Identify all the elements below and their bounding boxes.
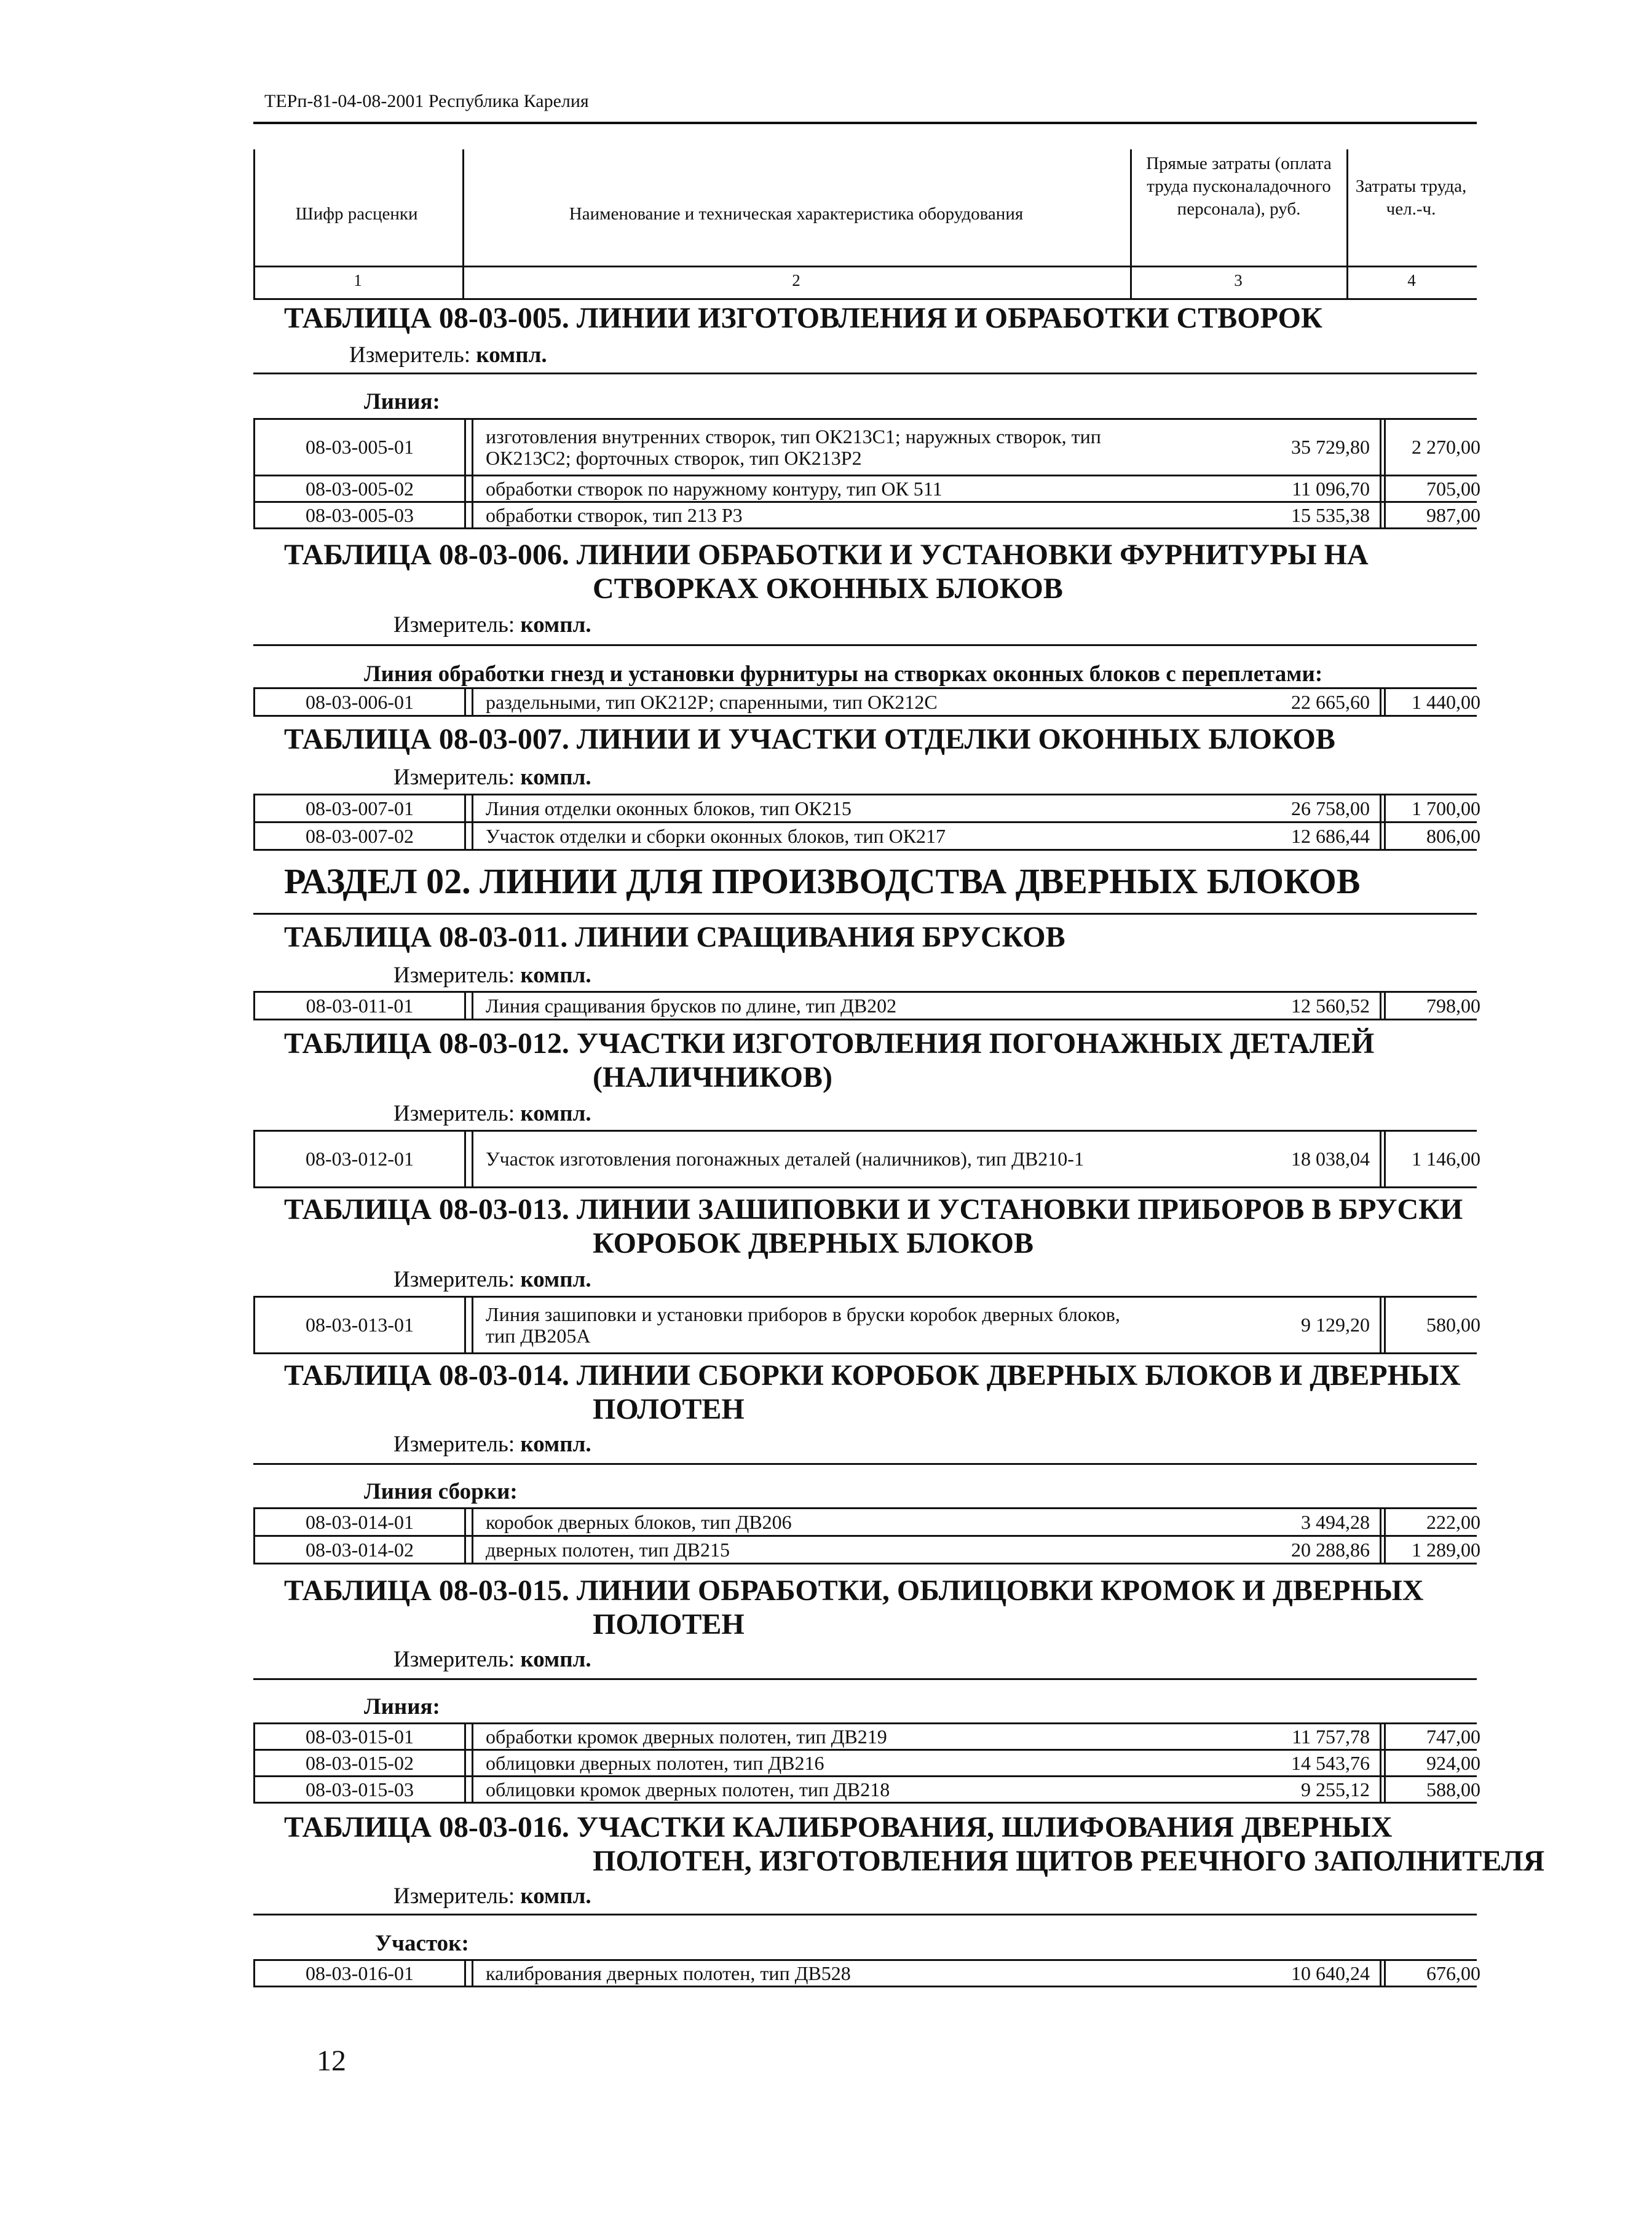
row-labor: 1 700,00 [1384,795,1480,821]
unit-label: Измеритель: [349,342,471,368]
row-name: облицовки дверных полотен, тип ДВ216 [472,1751,1381,1775]
subheading: Линия сборки: [364,1479,518,1504]
table-row [253,821,1480,851]
page-number: 12 [317,2045,346,2077]
row-name: обработки створок по наружному контуру, тип ОК 511 [472,476,1381,501]
row-cost: 14 543,76 [1291,1751,1370,1774]
row-cost: 35 729,80 [1291,436,1370,459]
unit-value: компл. [520,1432,591,1457]
divider [253,913,1477,915]
table-row [253,1775,1480,1804]
row-labor: 2 270,00 [1384,420,1480,475]
table-row [253,1722,1480,1751]
row-name: коробок дверных блоков, тип ДВ206 [472,1509,1381,1535]
unit-value: компл. [520,1884,591,1909]
unit-line [393,612,591,638]
row-code: 08-03-011-01 [255,993,466,1019]
unit-line [349,342,547,368]
table-title: ТАБЛИЦА 08-03-007. ЛИНИИ И УЧАСТКИ ОТДЕЛКИ ОКОННЫХ БЛОКОВ [284,723,1335,755]
document-header: ТЕРп-81-04-08-2001 Республика Карелия [264,91,589,111]
row-name: раздельными, тип ОК212Р; спаренными, тип ОК212С [472,689,1381,715]
col-header-cost: Прямые затраты (оплата труда пусконаладочного персонала), руб. [1146,154,1332,219]
row-labor: 1 440,00 [1384,689,1480,715]
table-title: ТАБЛИЦА 08-03-015. ЛИНИИ ОБРАБОТКИ, ОБЛИЦОВКИ КРОМОК И ДВЕРНЫХ ПОЛОТЕН [284,1574,1424,1641]
table-title: ТАБЛИЦА 08-03-006. ЛИНИИ ОБРАБОТКИ И УСТАНОВКИ ФУРНИТУРЫ НА СТВОРКАХ ОКОННЫХ БЛОКОВ [284,538,1369,605]
row-labor: 806,00 [1384,823,1480,849]
subheading: Линия обработки гнезд и установки фурнитуры на створках оконных блоков с переплетами: [364,661,1323,687]
col-number-rule [253,266,1477,267]
table-row [253,1507,1480,1537]
row-labor: 987,00 [1384,503,1480,527]
row-code: 08-03-007-01 [255,795,466,821]
table-row [253,475,1480,503]
row-labor: 1 289,00 [1384,1537,1480,1563]
row-cost: 11 757,78 [1292,1725,1370,1748]
row-cost: 9 129,20 [1301,1314,1370,1336]
table-row [253,794,1480,823]
row-labor: 580,00 [1384,1298,1480,1352]
unit-value: компл. [476,342,547,368]
table-title: ТАБЛИЦА 08-03-014. ЛИНИИ СБОРКИ КОРОБОК ДВЕРНЫХ БЛОКОВ И ДВЕРНЫХ ПОЛОТЕН [284,1359,1461,1426]
row-code: 08-03-013-01 [255,1298,466,1352]
unit-value: компл. [520,765,591,790]
col-number-4: 4 [1407,271,1416,290]
row-cost: 3 494,28 [1301,1510,1370,1533]
subheading: Участок: [375,1931,469,1956]
row-code: 08-03-016-01 [255,1961,466,1986]
row-labor: 747,00 [1384,1724,1480,1749]
row-code: 08-03-014-01 [255,1509,466,1535]
row-code: 08-03-012-01 [255,1132,466,1186]
row-cost: 18 038,04 [1291,1148,1370,1170]
unit-line [393,1266,591,1293]
table-title: ТАБЛИЦА 08-03-016. УЧАСТКИ КАЛИБРОВАНИЯ, ШЛИФОВАНИЯ ДВЕРНЫХ ПОЛОТЕН, ИЗГОТОВЛЕНИЯ ЩИТОВ РЕЕЧНОГО ЗАПОЛНИТЕЛЯ [284,1811,1545,1877]
table-title: ТАБЛИЦА 08-03-011. ЛИНИИ СРАЩИВАНИЯ БРУСКОВ [284,921,1065,953]
row-labor: 588,00 [1384,1777,1480,1802]
unit-line [393,1883,591,1909]
table-row [253,687,1480,717]
unit-line [393,1100,591,1127]
row-cost: 10 640,24 [1291,1962,1370,1984]
row-code: 08-03-005-03 [255,503,466,527]
divider [253,1914,1477,1915]
unit-line [393,962,591,988]
divider [253,1678,1477,1680]
table-row [253,991,1480,1020]
row-cost: 11 096,70 [1292,477,1370,500]
row-code: 08-03-007-02 [255,823,466,849]
row-name: Участок отделки и сборки оконных блоков, тип ОК217 [472,823,1381,849]
table-row [253,1749,1480,1777]
row-labor: 798,00 [1384,993,1480,1019]
unit-label: Измеритель: [393,765,515,790]
col-header-code: Шифр расценки [295,204,418,224]
table-row [253,1535,1480,1564]
unit-value: компл. [520,1267,591,1292]
row-name: Линия зашиповки и установки приборов в бруски коробок дверных блоков, тип ДВ205А [472,1298,1381,1352]
row-code: 08-03-015-02 [255,1751,466,1775]
subheading: Линия: [364,1694,440,1719]
unit-label: Измеритель: [393,1101,515,1126]
row-labor: 222,00 [1384,1509,1480,1535]
subheading: Линия: [364,389,440,414]
row-code: 08-03-005-01 [255,420,466,475]
col-header-labor: Затраты труда, чел.-ч. [1355,176,1467,219]
row-name: облицовки кромок дверных полотен, тип ДВ218 [472,1777,1381,1802]
row-code: 08-03-015-01 [255,1724,466,1749]
row-code: 08-03-014-02 [255,1537,466,1563]
table-row [253,501,1480,529]
unit-label: Измеритель: [393,963,515,988]
unit-label: Измеритель: [393,1267,515,1292]
header-bottom-rule [253,298,1477,300]
unit-value: компл. [520,963,591,988]
unit-label: Измеритель: [393,1647,515,1672]
row-name: обработки створок, тип 213 Р3 [472,503,1381,527]
unit-label: Измеритель: [393,1432,515,1457]
table-title: ТАБЛИЦА 08-03-005. ЛИНИИ ИЗГОТОВЛЕНИЯ И ОБРАБОТКИ СТВОРОК [284,302,1322,334]
row-name: Линия отделки оконных блоков, тип ОК215 [472,795,1381,821]
table-title: ТАБЛИЦА 08-03-013. ЛИНИИ ЗАШИПОВКИ И УСТАНОВКИ ПРИБОРОВ В БРУСКИ КОРОБОК ДВЕРНЫХ БЛОКОВ [284,1193,1463,1260]
row-cost: 20 288,86 [1291,1538,1370,1561]
row-cost: 26 758,00 [1291,797,1370,819]
row-labor: 705,00 [1384,476,1480,501]
row-cost: 9 255,12 [1301,1778,1370,1801]
row-labor: 924,00 [1384,1751,1480,1775]
row-name: калибрования дверных полотен, тип ДВ528 [472,1961,1381,1986]
unit-label: Измеритель: [393,1884,515,1909]
row-name: Линия сращивания брусков по длине, тип ДВ202 [472,993,1381,1019]
row-cost: 12 560,52 [1291,994,1370,1017]
unit-value: компл. [520,1647,591,1672]
row-code: 08-03-006-01 [255,689,466,715]
row-name: Участок изготовления погонажных деталей (наличников), тип ДВ210-1 [472,1132,1381,1186]
row-name: дверных полотен, тип ДВ215 [472,1537,1381,1563]
col-header-name: Наименование и техническая характеристика оборудования [569,204,1024,224]
section-title: РАЗДЕЛ 02. ЛИНИИ ДЛЯ ПРОИЗВОДСТВА ДВЕРНЫХ БЛОКОВ [284,861,1361,901]
row-cost: 22 665,60 [1291,690,1370,713]
row-cost: 12 686,44 [1291,824,1370,847]
unit-value: компл. [520,612,591,637]
unit-line [393,764,591,791]
table-row [253,1130,1480,1188]
row-labor: 676,00 [1384,1961,1480,1986]
unit-label: Измеритель: [393,612,515,637]
table-row [253,1296,1480,1354]
header-rule [253,122,1477,124]
col-number-3: 3 [1234,271,1243,290]
unit-line [393,1431,591,1458]
table-title: ТАБЛИЦА 08-03-012. УЧАСТКИ ИЗГОТОВЛЕНИЯ ПОГОНАЖНЫХ ДЕТАЛЕЙ (НАЛИЧНИКОВ) [284,1027,1375,1094]
divider [253,1463,1477,1465]
divider [253,644,1477,646]
table-row [253,418,1480,476]
divider [253,373,1477,374]
col-number-2: 2 [792,271,800,290]
col-number-1: 1 [354,271,362,290]
unit-value: компл. [520,1101,591,1126]
row-name: обработки кромок дверных полотен, тип ДВ219 [472,1724,1381,1749]
row-labor: 1 146,00 [1384,1132,1480,1186]
row-code: 08-03-015-03 [255,1777,466,1802]
row-cost: 15 535,38 [1291,503,1370,526]
table-row [253,1959,1480,1987]
unit-line [393,1646,591,1673]
row-code: 08-03-005-02 [255,476,466,501]
row-name: изготовления внутренних створок, тип ОК213С1; наружных створок, тип ОК213С2; форточных створок, тип ОК213Р2 [472,420,1381,475]
